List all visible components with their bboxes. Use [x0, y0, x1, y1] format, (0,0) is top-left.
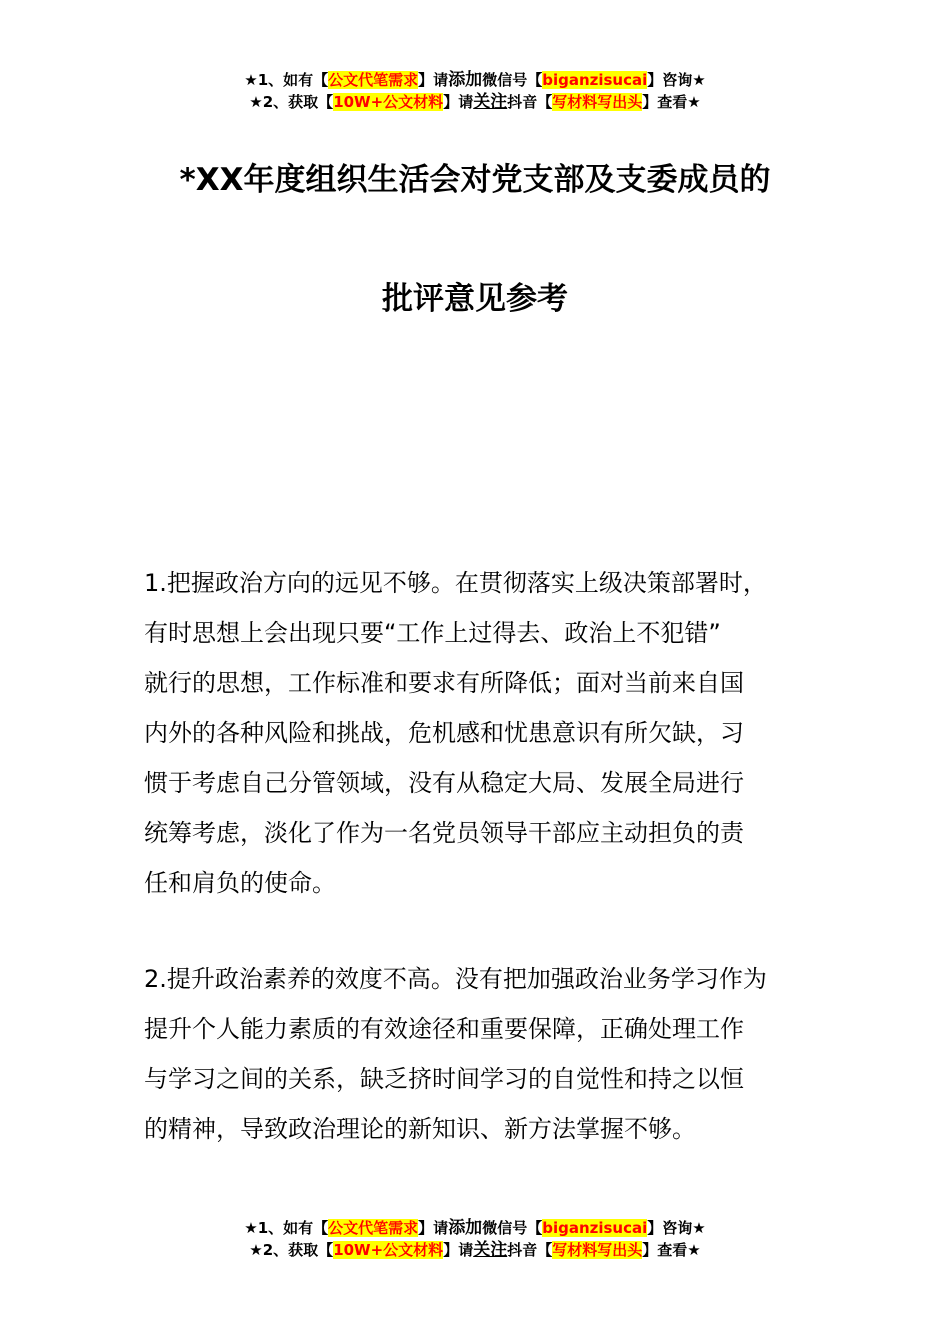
promo-text: 抖音【	[507, 1241, 553, 1259]
promo-text: 】咨询★	[647, 1219, 706, 1237]
text-line: 统筹考虑，淡化了作为一名党员领导干部应主动担负的责	[144, 819, 744, 847]
text-line: 1.把握政治方向的远见不够。在贯彻落实上级决策部署时，	[144, 569, 767, 597]
promo-highlight: 10W+公文材料	[333, 1241, 444, 1259]
promo-text: 】请	[443, 1241, 474, 1259]
promo-line-2	[0, 1239, 950, 1261]
document-title-line-2: 批评意见参考	[382, 281, 568, 317]
paragraph-2	[144, 954, 806, 1154]
promo-emphasis: 添加	[448, 70, 483, 90]
promo-text: ★2、获取【	[249, 93, 334, 111]
promo-text: 】请	[418, 71, 449, 89]
text-line: 就行的思想，工作标准和要求有所降低；面对当前来自国	[144, 669, 744, 697]
promo-line-2	[0, 91, 950, 113]
douyin-account-highlight: 写材料写出头	[552, 93, 643, 111]
promo-text: 抖音【	[507, 93, 553, 111]
text-line: 提升个人能力素质的有效途径和重要保障，正确处理工作	[144, 1015, 744, 1043]
text-line: 与学习之间的关系，缺乏挤时间学习的自觉性和持之以恒	[144, 1065, 744, 1093]
text-line: 的精神，导致政治理论的新知识、新方法掌握不够。	[144, 1115, 696, 1143]
promo-text: 】咨询★	[647, 71, 706, 89]
promo-text: 微信号【	[482, 1219, 543, 1237]
footer-promo-banner	[0, 1217, 950, 1261]
promo-text: 】查看★	[642, 1241, 701, 1259]
promo-text: 微信号【	[482, 71, 543, 89]
promo-text: 】查看★	[642, 93, 701, 111]
promo-highlight: 公文代笔需求	[328, 1219, 419, 1237]
promo-text: 】请	[443, 93, 474, 111]
text-line: 内外的各种风险和挑战，危机感和忧患意识有所欠缺，习	[144, 719, 744, 747]
promo-emphasis: 关注	[473, 92, 508, 112]
document-title-line-1: *XX年度组织生活会对党支部及支委成员的	[179, 162, 771, 198]
paragraph-1	[144, 558, 806, 908]
promo-emphasis: 添加	[448, 1218, 483, 1238]
wechat-id-highlight: biganzisucai	[542, 1219, 648, 1237]
promo-text: ★1、如有【	[244, 71, 329, 89]
promo-text: 】请	[418, 1219, 449, 1237]
promo-highlight: 公文代笔需求	[328, 71, 419, 89]
promo-highlight: 10W+公文材料	[333, 93, 444, 111]
header-promo-banner	[0, 69, 950, 113]
text-line: 任和肩负的使命。	[144, 869, 336, 897]
promo-line-1	[0, 69, 950, 91]
promo-text: ★2、获取【	[249, 1241, 334, 1259]
text-line: 惯于考虑自己分管领域，没有从稳定大局、发展全局进行	[144, 769, 744, 797]
text-line: 2.提升政治素养的效度不高。没有把加强政治业务学习作为	[144, 965, 767, 993]
promo-emphasis: 关注	[473, 1240, 508, 1260]
wechat-id-highlight: biganzisucai	[542, 71, 648, 89]
douyin-account-highlight: 写材料写出头	[552, 1241, 643, 1259]
promo-text: ★1、如有【	[244, 1219, 329, 1237]
text-line: 有时思想上会出现只要“工作上过得去、政治上不犯错”	[144, 619, 721, 647]
promo-line-1	[0, 1217, 950, 1239]
